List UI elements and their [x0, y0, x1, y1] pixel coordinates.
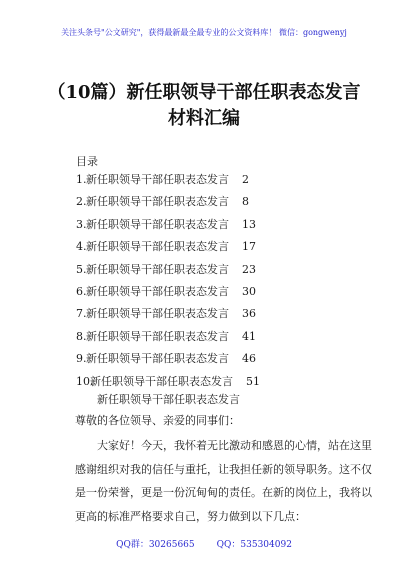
- toc-item[interactable]: [76, 173, 276, 195]
- toc-item-number: 1.: [76, 173, 87, 186]
- toc-item-text: 新任职领导干部任职表态发言: [86, 284, 229, 298]
- toc-item[interactable]: [76, 263, 276, 285]
- footer-qq-group: QQ群：30265665: [116, 540, 195, 550]
- toc-item[interactable]: [76, 218, 276, 240]
- toc-item-number: 9.: [76, 352, 87, 366]
- toc-item-text: 新任职领导干部任职表态发言: [86, 195, 229, 209]
- toc-item-text: 新任职领导干部任职表态发言: [86, 240, 229, 254]
- toc-item-text: 新任职领导干部任职表态发言: [90, 374, 233, 388]
- toc-item-number: 10.: [76, 374, 94, 388]
- toc-item[interactable]: [76, 240, 276, 262]
- document-title-line2: 材料汇编: [168, 108, 240, 129]
- toc-item-page: 51: [246, 374, 260, 388]
- toc-item-number: 7.: [76, 307, 87, 321]
- paragraph-line: 感谢组织对我的信任与重托，让我担任新的领导职务。这不仅: [75, 462, 372, 476]
- toc-item[interactable]: [76, 330, 276, 352]
- footer-qq: QQ：535304092: [216, 540, 292, 550]
- toc-item-page: 23: [242, 262, 256, 276]
- toc-item-page: 46: [242, 352, 256, 366]
- body-paragraph: [75, 434, 372, 528]
- paragraph-line: 是一份荣誉，更是一份沉甸甸的责任。在新的岗位上，我将以: [75, 486, 372, 499]
- toc-item[interactable]: [76, 285, 276, 307]
- toc-item-page: 2: [242, 173, 249, 186]
- toc-item[interactable]: [76, 352, 276, 374]
- paragraph-line: 更高的标准严格要求自己，努力做到以下几点：: [75, 509, 306, 523]
- toc-item-page: 30: [242, 284, 256, 298]
- toc-item-text: 新任职领导干部任职表态发言: [86, 307, 229, 321]
- toc-item[interactable]: [76, 307, 276, 329]
- toc-item-number: 3.: [76, 217, 87, 231]
- toc-item-text: 新任职领导干部任职表态发言: [86, 352, 229, 366]
- toc-item-page: 36: [242, 307, 256, 321]
- toc-item-page: 8: [242, 195, 249, 209]
- salutation: 尊敬的各位领导、亲爱的同事们：: [75, 414, 240, 427]
- toc-item-page: 17: [242, 240, 256, 254]
- toc-item-number: 5.: [76, 262, 87, 276]
- table-of-contents: [76, 173, 276, 397]
- toc-item-text: 新任职领导干部任职表态发言: [86, 262, 229, 276]
- toc-item-number: 8.: [76, 329, 87, 343]
- speech-title: 新任职领导干部任职表态发言: [97, 393, 240, 406]
- toc-item[interactable]: [76, 195, 276, 217]
- toc-item-text: 新任职领导干部任职表态发言: [86, 329, 229, 343]
- toc-item-number: 4.: [76, 240, 87, 254]
- header-note: 关注头条号"公文研究"，获得最新最全最专业的公文资料库！ 微信：gongwenyj: [61, 28, 347, 37]
- toc-item-page: 41: [242, 329, 256, 343]
- toc-item-text: 新任职领导干部任职表态发言: [86, 217, 229, 231]
- toc-item-number: 6.: [76, 284, 87, 298]
- paragraph-line: 大家好！今天，我怀着无比激动和感恩的心情，站在这里: [97, 439, 372, 452]
- toc-item-text: 新任职领导干部任职表态发言: [86, 173, 229, 186]
- toc-item-number: 2.: [76, 195, 87, 209]
- document-title: （10篇）新任职领导干部任职表态发言: [47, 82, 361, 103]
- footer: [0, 537, 408, 550]
- toc-item-page: 13: [242, 217, 256, 231]
- toc-heading: 目录: [76, 155, 98, 168]
